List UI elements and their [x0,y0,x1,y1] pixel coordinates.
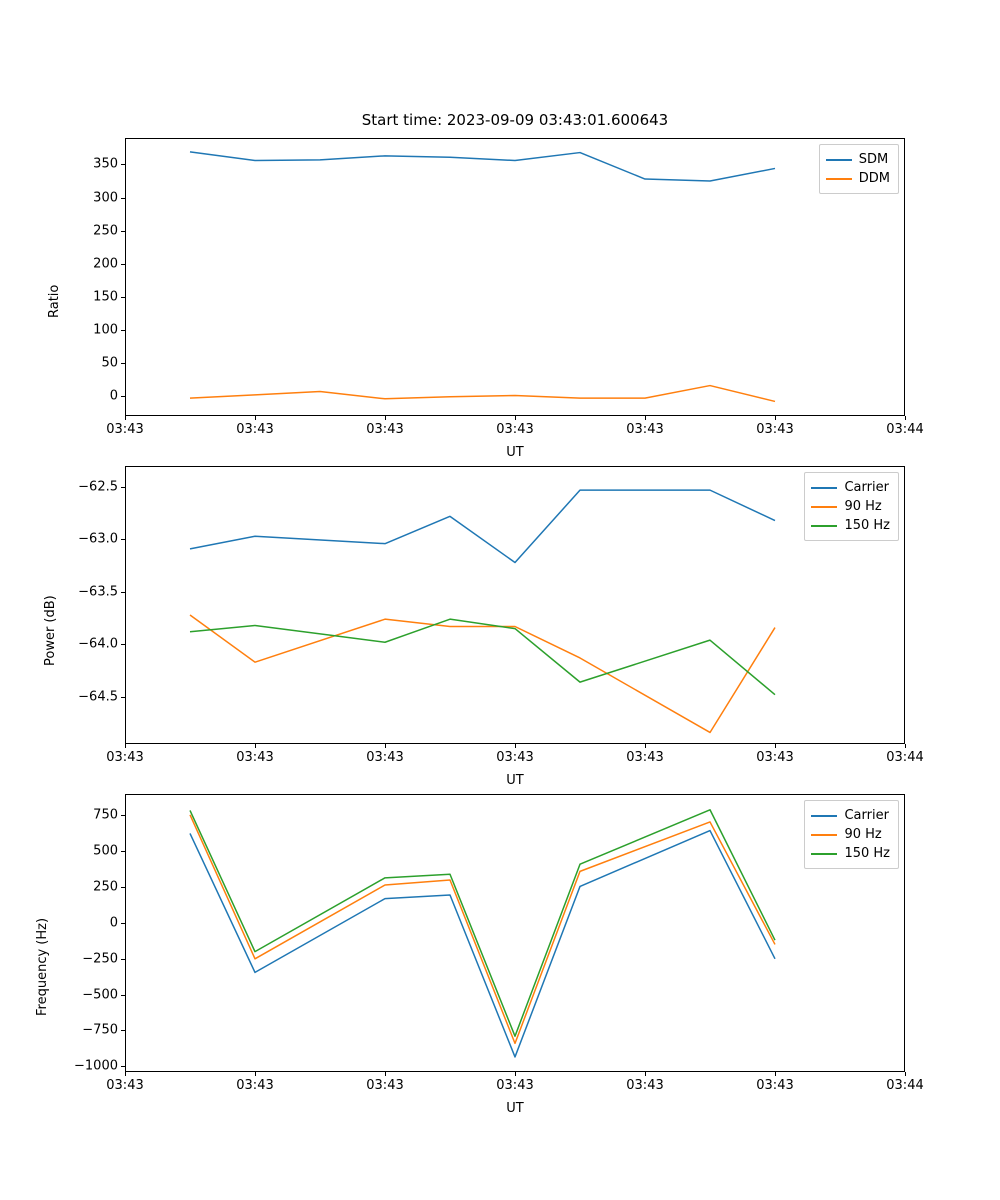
x-tick-mark [775,416,776,420]
x-axis-label-ratio: UT [506,445,524,460]
y-tick-label: −1000 [74,1058,118,1074]
x-tick-label: 03:43 [106,750,144,765]
y-tick-mark [121,164,125,165]
legend-label: 150 Hz [844,846,890,861]
y-tick-label: −62.5 [78,479,118,495]
series-line [190,815,775,1044]
x-tick-label: 03:43 [756,422,794,437]
x-tick-mark [905,744,906,748]
y-tick-label: −250 [82,951,118,967]
legend-label: Carrier [844,480,889,495]
legend-label: DDM [858,171,890,186]
legend-label: 90 Hz [844,827,882,842]
x-tick-label: 03:43 [106,1078,144,1093]
y-tick-label: −63.0 [78,531,118,547]
x-tick-mark [255,416,256,420]
y-tick-mark [121,231,125,232]
x-tick-label: 03:43 [236,750,274,765]
y-tick-mark [121,592,125,593]
y-axis-label-frequency: Frequency (Hz) [35,917,50,1016]
y-tick-label: 250 [93,223,118,239]
y-axis-label-ratio: Ratio [47,284,62,318]
legend-entry [811,478,890,497]
legend-label: 150 Hz [844,518,890,533]
x-tick-label: 03:43 [496,750,534,765]
x-tick-mark [385,744,386,748]
x-tick-mark [255,1072,256,1076]
y-tick-mark [121,330,125,331]
x-tick-mark [125,744,126,748]
x-tick-label: 03:43 [626,1078,664,1093]
y-tick-mark [121,995,125,996]
x-tick-mark [515,744,516,748]
y-tick-label: −64.5 [78,689,118,705]
x-tick-label: 03:43 [236,1078,274,1093]
legend-color-swatch [811,815,837,817]
x-tick-mark [385,1072,386,1076]
y-tick-label: 100 [93,322,118,338]
y-tick-mark [121,1030,125,1031]
series-line [190,615,775,732]
x-tick-label: 03:43 [626,750,664,765]
x-tick-label: 03:43 [106,422,144,437]
legend-entry [826,150,890,169]
legend-color-swatch [811,834,837,836]
x-tick-label: 03:43 [756,1078,794,1093]
legend-color-swatch [826,159,852,161]
y-tick-mark [121,923,125,924]
x-tick-label: 03:43 [366,750,404,765]
x-tick-label: 03:43 [236,422,274,437]
y-tick-label: 750 [93,807,118,823]
legend-color-swatch [811,525,837,527]
legend-ratio [819,144,899,194]
legend-frequency [804,800,899,869]
legend-color-swatch [826,178,852,180]
y-tick-mark [121,1066,125,1067]
legend-entry [811,516,890,535]
x-tick-mark [645,744,646,748]
series-line [190,152,775,181]
y-axis-label-power: Power (dB) [43,595,58,666]
x-axis-label-frequency: UT [506,1101,524,1116]
x-tick-label: 03:43 [496,1078,534,1093]
legend-label: SDM [858,152,889,167]
figure-title: Start time: 2023-09-09 03:43:01.600643 [361,111,669,129]
y-tick-mark [121,644,125,645]
x-tick-mark [905,1072,906,1076]
x-tick-mark [905,416,906,420]
series-line [190,831,775,1057]
y-tick-mark [121,264,125,265]
legend-entry [811,806,890,825]
x-axis-label-power: UT [506,773,524,788]
series-line [190,810,775,1036]
y-tick-label: −63.5 [78,584,118,600]
y-tick-label: 150 [93,289,118,305]
x-tick-label: 03:43 [366,422,404,437]
y-tick-label: −750 [82,1022,118,1038]
legend-color-swatch [811,506,837,508]
legend-entry [811,825,890,844]
series-line [190,490,775,562]
legend-entry [811,844,890,863]
y-tick-label: 300 [93,190,118,206]
y-tick-label: 350 [93,156,118,172]
x-tick-mark [645,1072,646,1076]
chart-panel-power [43,466,924,788]
x-tick-label: 03:43 [496,422,534,437]
y-tick-label: −500 [82,987,118,1003]
chart-panel-ratio [47,111,924,460]
legend-color-swatch [811,853,837,855]
legend-entry [826,169,890,188]
legend-power [804,472,899,541]
x-tick-mark [775,1072,776,1076]
y-tick-mark [121,198,125,199]
legend-label: 90 Hz [844,499,882,514]
x-tick-label: 03:43 [366,1078,404,1093]
chart-panel-frequency [35,794,924,1116]
y-tick-mark [121,539,125,540]
y-tick-mark [121,297,125,298]
x-tick-mark [125,416,126,420]
x-tick-label: 03:44 [886,1078,924,1093]
y-tick-mark [121,363,125,364]
y-tick-mark [121,396,125,397]
plot-lines-power [125,466,905,744]
x-tick-mark [515,416,516,420]
plot-lines-frequency [125,794,905,1072]
y-tick-label: 200 [93,256,118,272]
legend-color-swatch [811,487,837,489]
y-tick-mark [121,697,125,698]
y-tick-label: 0 [109,388,118,404]
series-line [190,619,775,695]
x-tick-label: 03:44 [886,422,924,437]
legend-entry [811,497,890,516]
x-tick-mark [645,416,646,420]
x-tick-label: 03:43 [626,422,664,437]
series-line [190,386,775,402]
y-tick-mark [121,851,125,852]
x-tick-mark [775,744,776,748]
x-tick-mark [515,1072,516,1076]
y-tick-label: −64.0 [78,636,118,652]
y-tick-mark [121,959,125,960]
x-tick-mark [385,416,386,420]
legend-label: Carrier [844,808,889,823]
x-tick-mark [125,1072,126,1076]
plot-lines-ratio [125,138,905,416]
y-tick-label: 50 [101,355,118,371]
x-tick-label: 03:43 [756,750,794,765]
y-tick-label: 500 [93,843,118,859]
y-tick-label: 0 [109,915,118,931]
y-tick-mark [121,815,125,816]
y-tick-label: 250 [93,879,118,895]
x-tick-mark [255,744,256,748]
x-tick-label: 03:44 [886,750,924,765]
y-tick-mark [121,487,125,488]
y-tick-mark [121,887,125,888]
